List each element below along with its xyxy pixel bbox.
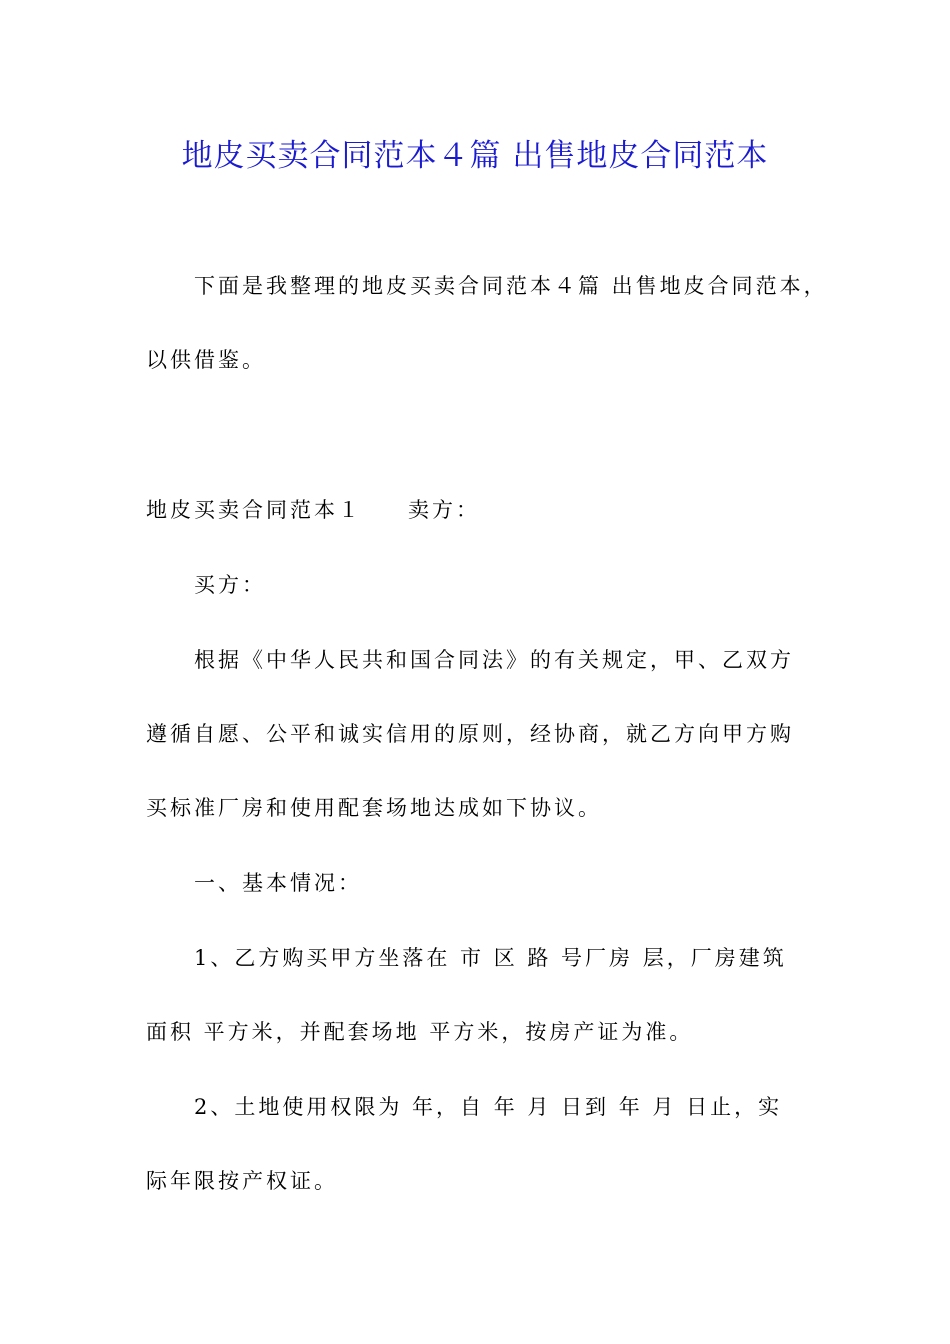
section-heading: 地皮买卖合同范本１ (146, 498, 362, 522)
section-heading-row (146, 496, 480, 524)
paragraph-1-line-1: 根据《中华人民共和国合同法》的有关规定，甲、乙双方 (194, 648, 794, 672)
item-2-line-2: 际年限按产权证。 (146, 1169, 338, 1193)
seller-label: 卖方： (408, 498, 480, 522)
intro-line-1: 下面是我整理的地皮买卖合同范本４篇 出售地皮合同范本， (194, 274, 828, 298)
item-1-line-1: 1、乙方购买甲方坐落在 市 区 路 号厂房 层，厂房建筑 (194, 946, 787, 970)
paragraph-1-line-2: 遵循自愿、公平和诚实信用的原则，经协商，就乙方向甲方购 (146, 722, 794, 746)
item-1-line-2: 面积 平方米，并配套场地 平方米，按房产证为准。 (146, 1020, 694, 1044)
item-2-line-1: 2、土地使用权限为 年，自 年 月 日到 年 月 日止，实 (194, 1095, 783, 1119)
intro-line-2: 以供借鉴。 (146, 348, 266, 372)
document-title: 地皮买卖合同范本４篇 出售地皮合同范本 (181, 138, 769, 174)
clause-heading: 一、基本情况： (194, 871, 362, 895)
buyer-label: 买方： (194, 573, 266, 597)
paragraph-1-line-3: 买标准厂房和使用配套场地达成如下协议。 (146, 796, 602, 820)
